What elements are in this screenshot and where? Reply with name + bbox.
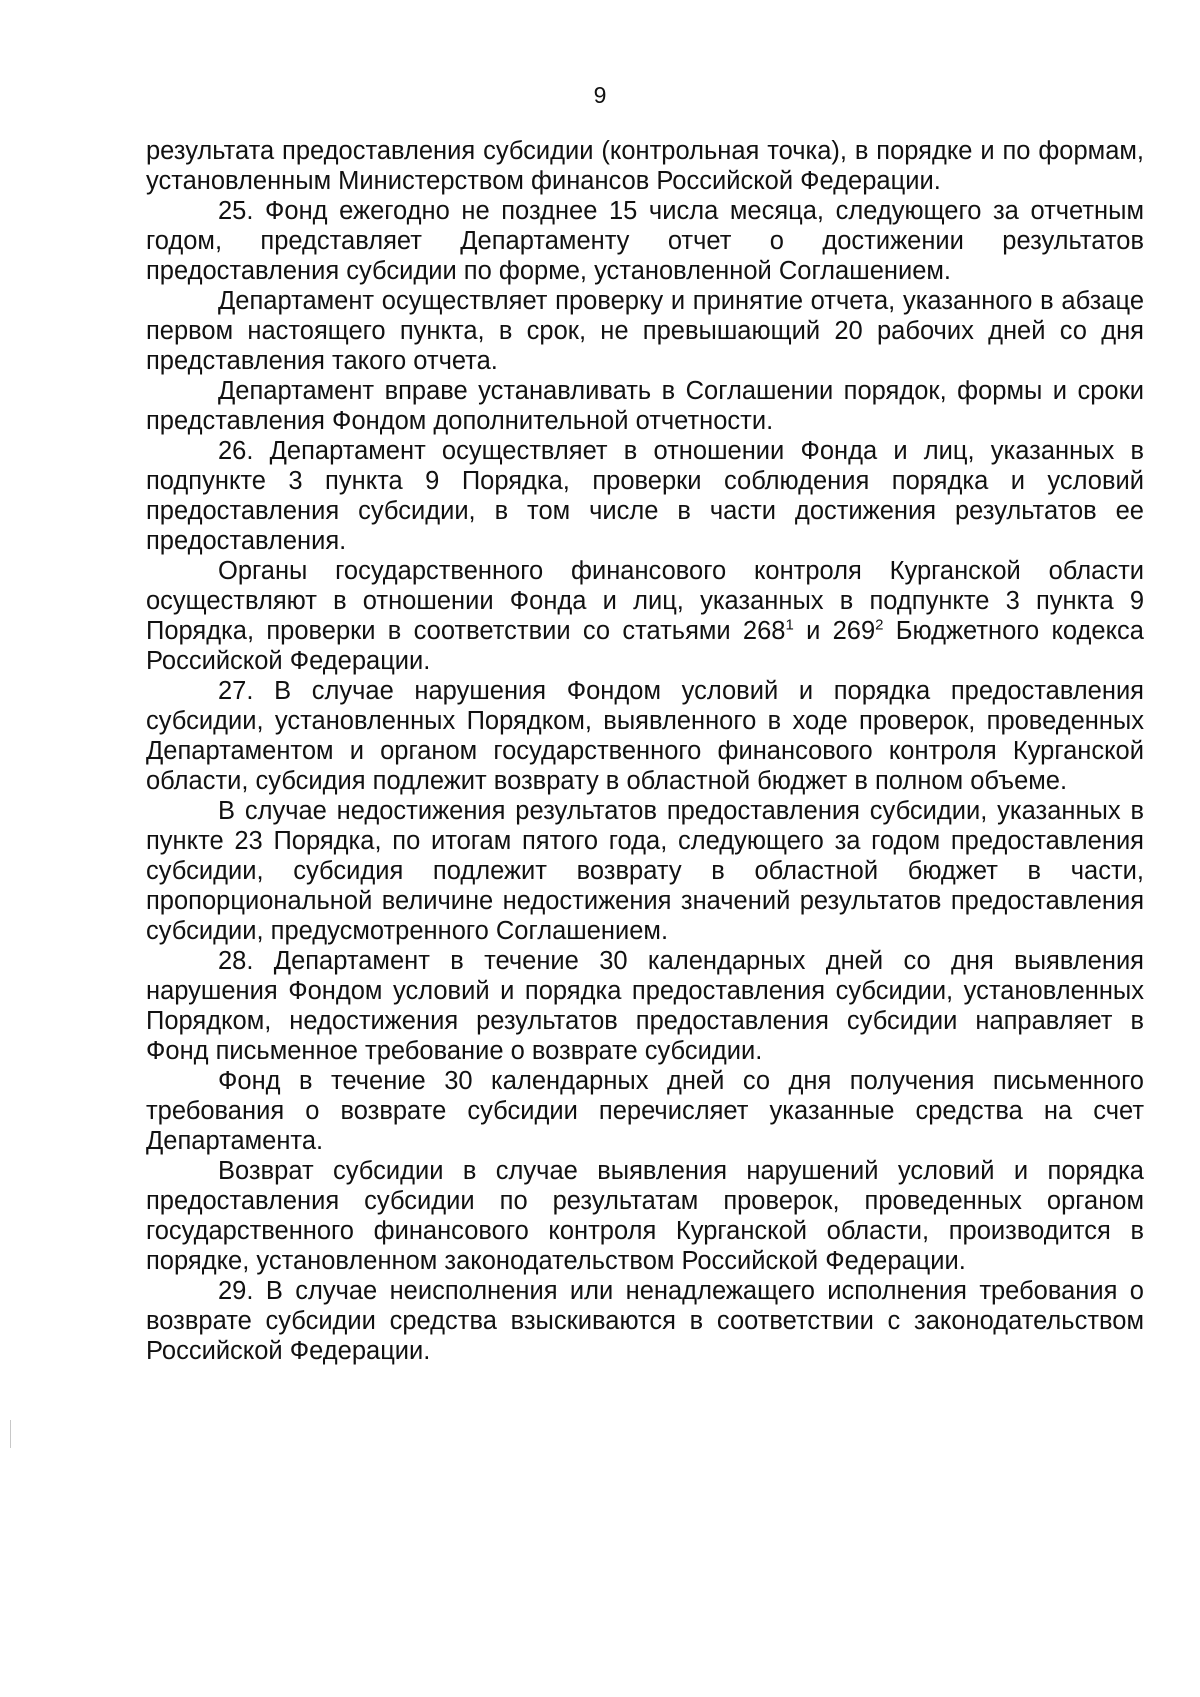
text-span: Бюджетного кодекса Российской Федерации. [146, 617, 1144, 675]
page-number: 9 [593, 82, 607, 108]
paragraph-additional-reporting: Департамент вправе устанавливать в Соглашении порядок, формы и сроки представления Фондом дополнительной отчетности. [146, 377, 1144, 435]
paragraph-item-25: 25. Фонд ежегодно не позднее 15 числа месяца, следующего за отчетным годом, представляет Департаменту отчет о достижении результатов предоставления субсидии по форме, установленной Соглашением. [146, 197, 1144, 285]
paragraph-continuation: результата предоставления субсидии (контрольная точка), в порядке и по формам, установленным Министерством финансов Российской Федерации. [146, 137, 1144, 195]
paragraph-fund-transfer: Фонд в течение 30 календарных дней со дня получения письменного требования о возврате субсидии перечисляет указанные средства на счет Департамента. [146, 1067, 1144, 1155]
paragraph-non-achievement: В случае недостижения результатов предоставления субсидии, указанных в пункте 23 Порядка, по итогам пятого года, следующего за годом предоставления субсидии, субсидия подлежит возврату в областной бюджет в части, пропорциональной величине недостижения значений результатов предоставления субсидии, предусмотренного Соглашением. [146, 797, 1144, 945]
paragraph-item-28: 28. Департамент в течение 30 календарных дней со дня выявления нарушения Фондом условий и порядка предоставления субсидии, установленных Порядком, недостижения результатов предоставления субсидии направляет в Фонд письменное требование о возврате субсидии. [146, 947, 1144, 1065]
document-body [146, 136, 1144, 1366]
text-span: Органы государственного финансового контроля Курганской области осуществляют в отношении Фонда и лиц, указанных в подпункте 3 пункта 9 Порядка, проверки в соответствии со статьями 268 [146, 557, 1144, 645]
paragraph-refund-order: Возврат субсидии в случае выявления нарушений условий и порядка предоставления субсидии по результатам проверок, проведенных органом государственного финансового контроля Курганской области, производится в порядке, установленном законодательством Российской Федерации. [146, 1157, 1144, 1275]
superscript: 2 [875, 616, 884, 634]
superscript: 1 [785, 616, 794, 634]
paragraph-report-review: Департамент осуществляет проверку и принятие отчета, указанного в абзаце первом настоящего пункта, в срок, не превышающий 20 рабочих дней со дня представления такого отчета. [146, 287, 1144, 375]
paragraph-item-26: 26. Департамент осуществляет в отношении Фонда и лиц, указанных в подпункте 3 пункта 9 Порядка, проверки соблюдения порядка и условий предоставления субсидии, в том числе в части достижения результатов ее предоставления. [146, 437, 1144, 555]
scan-artifact [10, 1420, 11, 1448]
paragraph-financial-control [146, 556, 1144, 676]
text-span: и 269 [793, 617, 876, 645]
paragraph-item-29: 29. В случае неисполнения или ненадлежащего исполнения требования о возврате субсидии средства взыскиваются в соответствии с законодательством Российской Федерации. [146, 1277, 1144, 1365]
paragraph-item-27: 27. В случае нарушения Фондом условий и порядка предоставления субсидии, установленных Порядком, выявленного в ходе проверок, проведенных Департаментом и органом государственного финансового контроля Курганской области, субсидия подлежит возврату в областной бюджет в полном объеме. [146, 677, 1144, 795]
